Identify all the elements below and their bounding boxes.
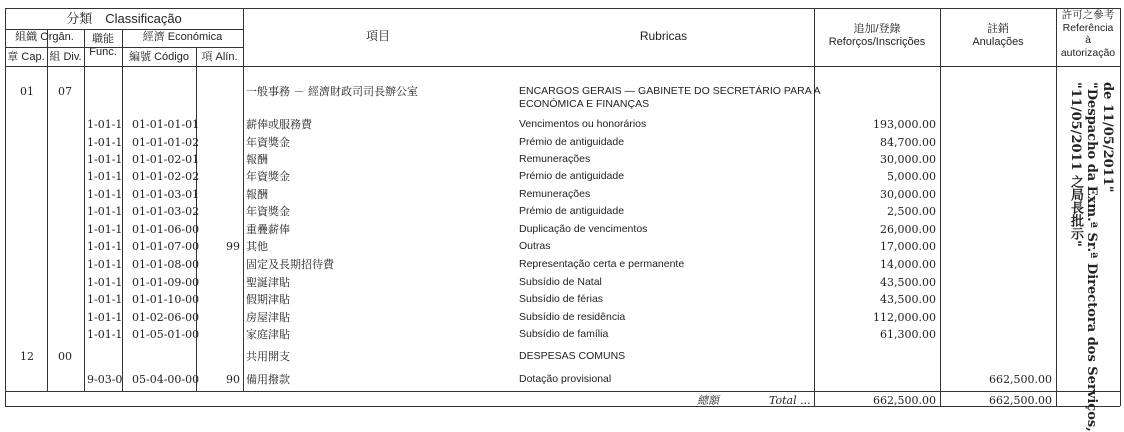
row-reforco: 30,000.00 — [880, 153, 936, 166]
col-line-cap — [47, 29, 48, 391]
row-item: 薪俸或服務費 — [246, 118, 312, 131]
header-rule-1 — [5, 29, 243, 30]
row-rubrica-cont: ECONÓMICA E FINANÇAS — [519, 98, 650, 110]
row-codigo: 01-01-01-02 — [132, 136, 200, 149]
row-item: 家庭津貼 — [246, 328, 290, 341]
header-funcional — [84, 33, 122, 59]
col-line-alin — [243, 8, 244, 391]
row-rubrica: Remunerações — [519, 188, 591, 200]
col-line-div — [84, 29, 85, 391]
col-line-0 — [5, 8, 6, 406]
row-codigo: 01-01-07-00 — [132, 240, 200, 253]
row-rubrica: Prémio de antiguidade — [519, 170, 625, 182]
row-func: 9-03-0 — [87, 373, 123, 386]
row-rubrica: Subsídio de família — [519, 328, 609, 340]
row-div: 00 — [58, 350, 72, 363]
row-item: 一般事務 － 經濟財政司司長辦公室 — [246, 85, 418, 98]
row-item: 房屋津貼 — [246, 311, 290, 324]
col-line-ref — [940, 8, 941, 406]
header-cap: 章 Cap. — [7, 51, 45, 63]
row-func: 1-01-1 — [87, 188, 123, 201]
header-economica: 經濟 Económica — [142, 31, 223, 43]
row-reforco: 43,500.00 — [880, 276, 936, 289]
row-codigo: 01-01-02-01 — [132, 153, 200, 166]
row-func: 1-01-1 — [87, 205, 123, 218]
header-reforcos-cn: 追加/登錄 — [853, 23, 901, 35]
row-reforco: 30,000.00 — [880, 188, 936, 201]
row-reforco: 26,000.00 — [880, 223, 936, 236]
total-label-cn: 總額 — [697, 394, 719, 407]
row-anulacao: 662,500.00 — [989, 373, 1052, 386]
row-rubrica: Prémio de antiguidade — [519, 205, 625, 217]
header-organico-pt: Orgân. — [40, 31, 74, 43]
total-top-border — [5, 391, 1120, 392]
row-item: 年資獎金 — [246, 170, 290, 183]
header-rule-ref — [1056, 66, 1120, 67]
row-reforco: 84,700.00 — [880, 136, 936, 149]
header-organico — [5, 31, 84, 44]
row-codigo: 01-01-09-00 — [132, 276, 200, 289]
row-func: 1-01-1 — [87, 293, 123, 306]
header-referencia-pt3: autorização — [1060, 46, 1116, 59]
total-label-pt: Total ... — [769, 394, 811, 407]
row-func: 1-01-1 — [87, 118, 123, 131]
row-codigo: 01-01-06-00 — [132, 223, 200, 236]
row-rubrica: Dotação provisional — [519, 373, 612, 385]
row-rubrica: Remunerações — [519, 153, 591, 165]
row-reforco: 112,000.00 — [873, 311, 936, 324]
header-rule-2 — [5, 47, 243, 48]
header-anulacoes — [940, 23, 1056, 49]
row-rubrica: Subsídio de residência — [519, 311, 626, 323]
header-organico-cn: 組織 — [15, 31, 38, 43]
header-div: 組 Div. — [49, 51, 82, 63]
row-reforco: 17,000.00 — [880, 240, 936, 253]
row-cap: 01 — [20, 85, 34, 98]
row-cap: 12 — [20, 350, 34, 363]
row-item: 備用撥款 — [246, 373, 290, 386]
row-func: 1-01-1 — [87, 258, 123, 271]
top-border — [5, 8, 1120, 9]
row-rubrica: Subsídio de Natal — [519, 276, 602, 288]
total-anulacao: 662,500.00 — [989, 394, 1052, 407]
header-rubricas: Rubricas — [639, 29, 688, 43]
row-codigo: 01-05-01-00 — [132, 328, 200, 341]
row-codigo: 01-01-03-01 — [132, 188, 200, 201]
authorization-line-1: "11/05/2011 之局長批示" — [1068, 82, 1083, 247]
row-item: 年資獎金 — [246, 205, 290, 218]
row-func: 1-01-1 — [87, 223, 123, 236]
row-rubrica: Outras — [519, 240, 551, 252]
row-item: 其他 — [246, 240, 268, 253]
header-referencia — [1056, 9, 1120, 59]
authorization-note — [1062, 78, 1118, 432]
row-func: 1-01-1 — [87, 240, 123, 253]
total-reforco: 662,500.00 — [873, 394, 936, 407]
row-item: 聖誕津貼 — [246, 276, 290, 289]
row-alin: 90 — [226, 373, 240, 386]
header-items: 項目 — [365, 29, 390, 43]
header-reforcos-pt: Reforços/Inscrições — [828, 36, 926, 48]
row-reforco: 14,000.00 — [880, 258, 936, 271]
row-reforco: 61,300.00 — [880, 328, 936, 341]
row-func: 1-01-1 — [87, 153, 123, 166]
row-item: 報酬 — [246, 188, 268, 201]
row-codigo: 01-01-08-00 — [132, 258, 200, 271]
header-classificacao: 分類 Classificação — [66, 11, 182, 26]
row-rubrica: DESPESAS COMUNS — [519, 350, 626, 362]
header-bottom-border — [5, 66, 1120, 67]
header-anulacoes-cn: 註銷 — [987, 23, 1009, 35]
row-item: 共用開支 — [246, 350, 290, 363]
authorization-line-2: "Despacho da Exm.ª Sr.ª Directora dos Serviços, — [1084, 82, 1099, 432]
row-codigo: 01-01-01-01 — [132, 118, 200, 131]
header-referencia-pt1: Referência — [1062, 21, 1114, 34]
header-referencia-cn: 許可之參考 — [1061, 9, 1115, 21]
row-codigo: 01-01-10-00 — [132, 293, 200, 306]
row-div: 07 — [58, 85, 72, 98]
col-line-end — [1120, 8, 1121, 406]
row-codigo: 01-02-06-00 — [132, 311, 200, 324]
row-codigo: 01-01-03-02 — [132, 205, 200, 218]
row-reforco: 2,500.00 — [887, 205, 936, 218]
row-func: 1-01-1 — [87, 328, 123, 341]
header-anulacoes-pt: Anulações — [972, 36, 1024, 48]
row-item: 重疊薪俸 — [246, 223, 290, 236]
header-funcional-cn: 職能 — [92, 33, 114, 45]
col-line-anu — [1056, 8, 1057, 406]
row-rubrica: Prémio de antiguidade — [519, 136, 625, 148]
header-funcional-pt: Func. — [89, 46, 117, 58]
row-rubrica: Duplicação de vencimentos — [519, 223, 648, 235]
row-item: 假期津貼 — [246, 293, 290, 306]
header-codigo: 編號 Código — [129, 51, 189, 63]
row-func: 1-01-1 — [87, 311, 123, 324]
header-alin: 項 Alín. — [201, 51, 238, 63]
authorization-line-3: de 11/05/2011" — [1100, 82, 1115, 193]
row-reforco: 193,000.00 — [873, 118, 936, 131]
row-item: 固定及長期招待費 — [246, 258, 334, 271]
row-rubrica: ENCARGOS GERAIS — GABINETE DO SECRETÁRIO PARA A — [519, 85, 821, 97]
header-referencia-pt2: à — [1085, 34, 1091, 46]
header-reforcos — [814, 23, 940, 49]
row-item: 報酬 — [246, 153, 268, 166]
row-alin: 99 — [226, 240, 240, 253]
row-codigo: 05-04-00-00 — [132, 373, 200, 386]
row-rubrica: Subsídio de férias — [519, 293, 604, 305]
row-rubrica: Representação certa e permanente — [519, 258, 685, 270]
row-func: 1-01-1 — [87, 170, 123, 183]
row-rubrica: Vencimentos ou honorários — [519, 118, 647, 130]
row-func: 1-01-1 — [87, 276, 123, 289]
row-reforco: 43,500.00 — [880, 293, 936, 306]
row-codigo: 01-01-02-02 — [132, 170, 200, 183]
row-item: 年資獎金 — [246, 136, 290, 149]
row-func: 1-01-1 — [87, 136, 123, 149]
row-reforco: 5,000.00 — [887, 170, 936, 183]
